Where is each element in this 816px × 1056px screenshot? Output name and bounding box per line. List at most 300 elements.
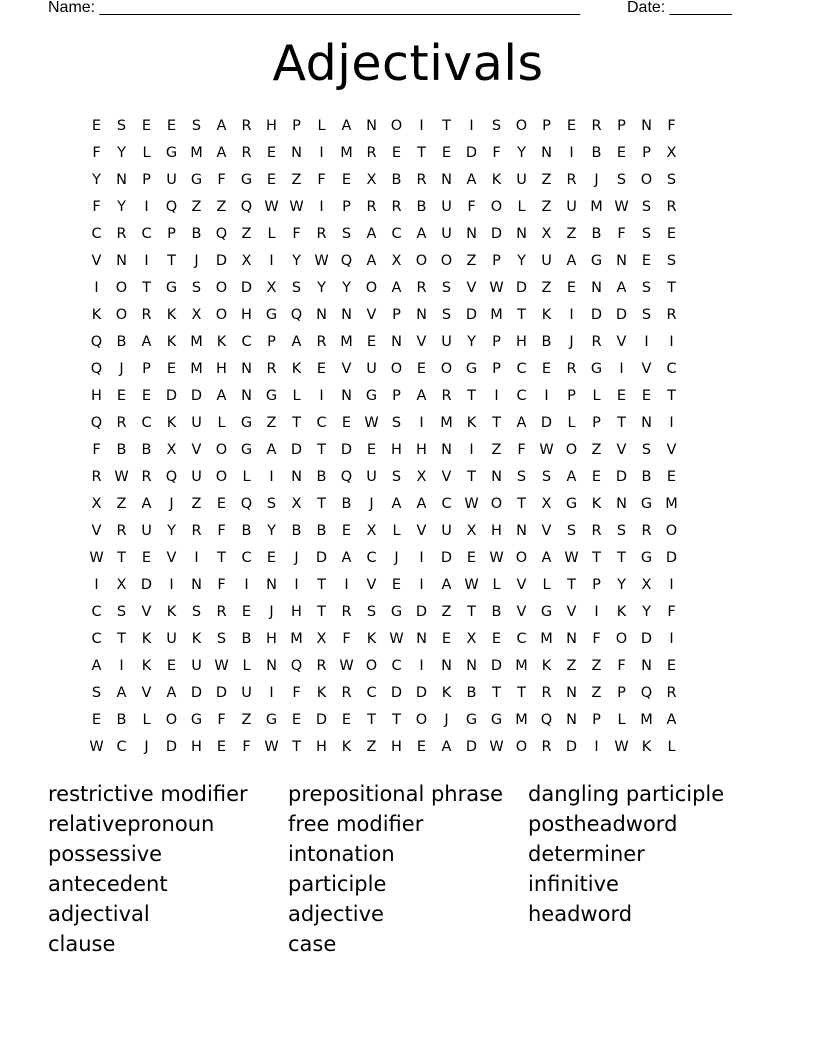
grid-letter: T bbox=[117, 631, 126, 647]
grid-letter: U bbox=[166, 631, 177, 647]
grid-letter: R bbox=[416, 172, 427, 188]
grid-letter: W bbox=[614, 739, 629, 755]
word-bank-item: prepositional phrase bbox=[288, 782, 503, 806]
grid-letter: O bbox=[215, 442, 228, 458]
grid-letter: V bbox=[616, 334, 627, 350]
grid-letter: T bbox=[517, 685, 526, 701]
grid-letter: E bbox=[91, 118, 102, 134]
grid-letter: F bbox=[217, 712, 226, 728]
grid-letter: A bbox=[366, 253, 377, 269]
grid-letter: E bbox=[666, 469, 677, 485]
grid-letter: R bbox=[541, 739, 552, 755]
grid-letter: Z bbox=[591, 658, 602, 674]
grid-letter: A bbox=[516, 415, 527, 431]
grid-letter: I bbox=[594, 739, 599, 755]
grid-letter: A bbox=[291, 334, 302, 350]
grid-letter: O bbox=[215, 307, 228, 323]
grid-letter: P bbox=[392, 307, 401, 323]
grid-letter: D bbox=[290, 442, 303, 458]
grid-letter: R bbox=[566, 361, 577, 377]
grid-letter: G bbox=[640, 550, 653, 566]
grid-letter: X bbox=[391, 253, 402, 269]
grid-letter: N bbox=[566, 631, 577, 647]
grid-letter: V bbox=[666, 442, 677, 458]
grid-letter: N bbox=[316, 307, 327, 323]
grid-letter: N bbox=[416, 307, 427, 323]
word-bank-item: determiner bbox=[528, 842, 645, 866]
grid-letter: U bbox=[191, 469, 202, 485]
grid-letter: R bbox=[666, 199, 677, 215]
grid-letter: R bbox=[116, 415, 127, 431]
grid-letter: Y bbox=[517, 253, 526, 269]
grid-row bbox=[84, 707, 734, 734]
grid-letter: I bbox=[94, 280, 99, 296]
grid-letter: A bbox=[216, 388, 227, 404]
grid-letter: D bbox=[565, 739, 578, 755]
grid-letter: R bbox=[241, 145, 252, 161]
grid-letter: V bbox=[516, 577, 527, 593]
grid-letter: Z bbox=[216, 199, 227, 215]
grid-letter: N bbox=[466, 658, 477, 674]
grid-letter: A bbox=[366, 226, 377, 242]
grid-letter: N bbox=[516, 226, 527, 242]
grid-letter: O bbox=[515, 550, 528, 566]
grid-letter: D bbox=[490, 658, 503, 674]
grid-letter: N bbox=[616, 496, 627, 512]
grid-letter: T bbox=[367, 712, 376, 728]
grid-letter: V bbox=[466, 280, 477, 296]
grid-letter: K bbox=[141, 631, 152, 647]
grid-letter: Q bbox=[540, 712, 553, 728]
grid-letter: E bbox=[291, 712, 302, 728]
grid-letter: P bbox=[292, 118, 301, 134]
grid-letter: A bbox=[141, 334, 152, 350]
grid-letter: T bbox=[592, 550, 601, 566]
grid-letter: F bbox=[592, 631, 601, 647]
grid-letter: U bbox=[241, 685, 252, 701]
grid-letter: I bbox=[269, 469, 274, 485]
grid-letter: A bbox=[141, 496, 152, 512]
grid-letter: S bbox=[666, 172, 677, 188]
grid-letter: G bbox=[240, 415, 253, 431]
grid-letter: U bbox=[191, 658, 202, 674]
grid-letter: E bbox=[166, 361, 177, 377]
grid-row bbox=[84, 410, 734, 437]
grid-letter: C bbox=[91, 631, 102, 647]
grid-letter: I bbox=[669, 415, 674, 431]
grid-letter: A bbox=[416, 496, 427, 512]
grid-letter: R bbox=[366, 199, 377, 215]
grid-letter: N bbox=[616, 253, 627, 269]
grid-letter: U bbox=[541, 253, 552, 269]
grid-letter: B bbox=[541, 334, 552, 350]
grid-letter: F bbox=[467, 199, 476, 215]
grid-letter: I bbox=[494, 388, 499, 404]
grid-row bbox=[84, 572, 734, 599]
grid-row bbox=[84, 734, 734, 761]
grid-row bbox=[84, 464, 734, 491]
grid-letter: R bbox=[191, 523, 202, 539]
grid-letter: R bbox=[366, 145, 377, 161]
grid-letter: H bbox=[216, 361, 227, 377]
grid-letter: S bbox=[566, 523, 577, 539]
grid-letter: S bbox=[266, 496, 277, 512]
grid-letter: K bbox=[166, 307, 177, 323]
grid-letter: G bbox=[365, 388, 378, 404]
grid-letter: K bbox=[91, 307, 102, 323]
grid-letter: J bbox=[444, 712, 449, 728]
grid-letter: G bbox=[265, 712, 278, 728]
grid-letter: D bbox=[590, 307, 603, 323]
grid-letter: V bbox=[416, 334, 427, 350]
grid-letter: F bbox=[92, 145, 101, 161]
grid-letter: F bbox=[342, 631, 351, 647]
grid-letter: U bbox=[366, 361, 377, 377]
grid-letter: M bbox=[665, 496, 678, 512]
grid-letter: V bbox=[441, 469, 452, 485]
grid-letter: V bbox=[341, 361, 352, 377]
grid-letter: I bbox=[469, 118, 474, 134]
grid-letter: N bbox=[241, 361, 252, 377]
grid-letter: S bbox=[516, 469, 527, 485]
grid-letter: F bbox=[517, 442, 526, 458]
grid-letter: O bbox=[365, 280, 378, 296]
grid-letter: C bbox=[391, 658, 402, 674]
grid-letter: Q bbox=[90, 334, 103, 350]
grid-letter: T bbox=[467, 604, 476, 620]
grid-letter: G bbox=[590, 361, 603, 377]
grid-letter: U bbox=[441, 199, 452, 215]
grid-letter: X bbox=[241, 253, 252, 269]
grid-letter: P bbox=[142, 361, 151, 377]
grid-letter: C bbox=[366, 550, 377, 566]
grid-letter: B bbox=[316, 469, 327, 485]
grid-letter: W bbox=[214, 658, 229, 674]
grid-letter: A bbox=[266, 442, 277, 458]
grid-letter: E bbox=[141, 118, 152, 134]
grid-letter: E bbox=[91, 712, 102, 728]
grid-letter: I bbox=[419, 550, 424, 566]
grid-letter: Q bbox=[90, 415, 103, 431]
grid-letter: R bbox=[666, 307, 677, 323]
grid-letter: L bbox=[567, 415, 576, 431]
grid-letter: S bbox=[491, 118, 502, 134]
grid-letter: N bbox=[566, 685, 577, 701]
grid-letter: G bbox=[465, 712, 478, 728]
grid-letter: R bbox=[141, 469, 152, 485]
grid-letter: W bbox=[389, 631, 404, 647]
grid-letter: R bbox=[591, 118, 602, 134]
grid-letter: Z bbox=[241, 226, 252, 242]
grid-letter: M bbox=[490, 307, 503, 323]
date-field-line: Date: _______ bbox=[627, 0, 732, 16]
grid-letter: N bbox=[116, 253, 127, 269]
grid-letter: N bbox=[566, 712, 577, 728]
grid-row bbox=[84, 491, 734, 518]
grid-letter: B bbox=[591, 145, 602, 161]
grid-letter: A bbox=[566, 469, 577, 485]
grid-letter: Z bbox=[591, 685, 602, 701]
grid-letter: G bbox=[190, 712, 203, 728]
grid-letter: K bbox=[291, 361, 302, 377]
grid-letter: B bbox=[416, 199, 427, 215]
grid-letter: Y bbox=[117, 145, 126, 161]
grid-letter: F bbox=[317, 172, 326, 188]
grid-letter: Z bbox=[591, 442, 602, 458]
grid-letter: L bbox=[517, 199, 526, 215]
grid-letter: C bbox=[91, 604, 102, 620]
grid-letter: S bbox=[366, 604, 377, 620]
grid-letter: P bbox=[617, 685, 626, 701]
grid-letter: E bbox=[366, 442, 377, 458]
grid-letter: B bbox=[641, 469, 652, 485]
grid-letter: E bbox=[416, 739, 427, 755]
grid-letter: W bbox=[539, 442, 554, 458]
grid-letter: I bbox=[319, 145, 324, 161]
grid-letter: X bbox=[666, 145, 677, 161]
grid-letter: B bbox=[391, 172, 402, 188]
grid-letter: Z bbox=[566, 658, 577, 674]
grid-letter: B bbox=[116, 442, 127, 458]
grid-letter: E bbox=[566, 280, 577, 296]
grid-letter: N bbox=[266, 577, 277, 593]
grid-letter: X bbox=[166, 442, 177, 458]
grid-letter: R bbox=[316, 226, 327, 242]
grid-letter: I bbox=[669, 334, 674, 350]
grid-letter: F bbox=[217, 172, 226, 188]
grid-letter: E bbox=[616, 388, 627, 404]
grid-letter: W bbox=[289, 199, 304, 215]
grid-letter: J bbox=[394, 550, 399, 566]
grid-letter: C bbox=[441, 496, 452, 512]
grid-letter: C bbox=[241, 550, 252, 566]
grid-letter: K bbox=[541, 658, 552, 674]
grid-letter: P bbox=[617, 118, 626, 134]
grid-letter: S bbox=[641, 280, 652, 296]
word-bank-item: free modifier bbox=[288, 812, 424, 836]
grid-row bbox=[84, 356, 734, 383]
grid-letter: P bbox=[592, 577, 601, 593]
grid-letter: J bbox=[119, 361, 124, 377]
grid-letter: R bbox=[391, 199, 402, 215]
grid-letter: V bbox=[91, 253, 102, 269]
grid-letter: H bbox=[316, 739, 327, 755]
grid-letter: S bbox=[441, 280, 452, 296]
grid-letter: L bbox=[242, 658, 251, 674]
grid-letter: Q bbox=[240, 496, 253, 512]
grid-letter: M bbox=[515, 712, 528, 728]
grid-letter: Z bbox=[191, 496, 202, 512]
grid-letter: F bbox=[217, 523, 226, 539]
grid-row bbox=[84, 113, 734, 140]
grid-letter: R bbox=[266, 361, 277, 377]
grid-letter: O bbox=[415, 253, 428, 269]
grid-letter: N bbox=[191, 577, 202, 593]
grid-letter: Z bbox=[241, 712, 252, 728]
grid-letter: P bbox=[342, 199, 351, 215]
grid-letter: N bbox=[641, 415, 652, 431]
grid-letter: C bbox=[666, 361, 677, 377]
grid-letter: C bbox=[141, 415, 152, 431]
grid-letter: B bbox=[291, 523, 302, 539]
grid-letter: W bbox=[89, 550, 104, 566]
grid-letter: W bbox=[339, 658, 354, 674]
grid-letter: Y bbox=[342, 280, 351, 296]
grid-letter: S bbox=[191, 280, 202, 296]
grid-letter: W bbox=[464, 577, 479, 593]
grid-letter: N bbox=[466, 226, 477, 242]
grid-letter: W bbox=[114, 469, 129, 485]
grid-letter: V bbox=[516, 604, 527, 620]
grid-letter: A bbox=[166, 685, 177, 701]
grid-letter: R bbox=[441, 388, 452, 404]
word-bank-item: possessive bbox=[48, 842, 163, 866]
grid-letter: S bbox=[441, 307, 452, 323]
grid-letter: I bbox=[94, 577, 99, 593]
grid-letter: L bbox=[492, 577, 501, 593]
grid-letter: E bbox=[591, 469, 602, 485]
grid-letter: N bbox=[416, 631, 427, 647]
grid-letter: T bbox=[292, 415, 301, 431]
grid-letter: P bbox=[142, 172, 151, 188]
grid-letter: E bbox=[341, 415, 352, 431]
grid-letter: E bbox=[441, 631, 452, 647]
grid-letter: N bbox=[266, 658, 277, 674]
grid-letter: H bbox=[516, 334, 527, 350]
grid-row bbox=[84, 626, 734, 653]
grid-letter: H bbox=[191, 739, 202, 755]
word-bank-item: adjectival bbox=[48, 902, 150, 926]
word-bank-item: relativepronoun bbox=[48, 812, 215, 836]
grid-letter: L bbox=[542, 577, 551, 593]
grid-letter: Z bbox=[441, 604, 452, 620]
grid-letter: S bbox=[191, 604, 202, 620]
grid-letter: K bbox=[166, 604, 177, 620]
grid-letter: O bbox=[490, 496, 503, 512]
grid-letter: H bbox=[241, 307, 252, 323]
grid-letter: N bbox=[641, 118, 652, 134]
grid-letter: D bbox=[665, 550, 678, 566]
grid-letter: S bbox=[341, 226, 352, 242]
grid-letter: O bbox=[215, 280, 228, 296]
grid-letter: C bbox=[391, 226, 402, 242]
grid-letter: Q bbox=[290, 307, 303, 323]
grid-letter: S bbox=[641, 199, 652, 215]
grid-letter: E bbox=[141, 550, 152, 566]
word-bank-item: clause bbox=[48, 932, 116, 956]
grid-letter: R bbox=[241, 118, 252, 134]
grid-letter: Z bbox=[541, 199, 552, 215]
grid-letter: N bbox=[366, 118, 377, 134]
grid-letter: O bbox=[390, 118, 403, 134]
grid-letter: N bbox=[341, 307, 352, 323]
grid-letter: I bbox=[419, 577, 424, 593]
grid-letter: N bbox=[516, 523, 527, 539]
grid-letter: B bbox=[241, 631, 252, 647]
grid-letter: T bbox=[292, 739, 301, 755]
grid-letter: I bbox=[144, 253, 149, 269]
grid-letter: E bbox=[266, 172, 277, 188]
grid-row bbox=[84, 140, 734, 167]
grid-letter: D bbox=[415, 685, 428, 701]
grid-letter: N bbox=[391, 334, 402, 350]
grid-letter: J bbox=[594, 172, 599, 188]
grid-letter: P bbox=[592, 712, 601, 728]
grid-letter: B bbox=[141, 442, 152, 458]
grid-letter: E bbox=[116, 388, 127, 404]
grid-letter: I bbox=[144, 199, 149, 215]
grid-letter: G bbox=[240, 442, 253, 458]
grid-letter: R bbox=[316, 334, 327, 350]
grid-letter: N bbox=[591, 280, 602, 296]
grid-letter: O bbox=[215, 469, 228, 485]
grid-letter: M bbox=[640, 712, 653, 728]
grid-row bbox=[84, 329, 734, 356]
grid-row bbox=[84, 545, 734, 572]
grid-letter: C bbox=[91, 226, 102, 242]
grid-letter: V bbox=[566, 604, 577, 620]
grid-letter: S bbox=[666, 253, 677, 269]
grid-letter: T bbox=[667, 388, 676, 404]
grid-letter: D bbox=[615, 469, 628, 485]
grid-letter: N bbox=[241, 388, 252, 404]
word-bank-column bbox=[288, 779, 528, 959]
grid-letter: E bbox=[466, 550, 477, 566]
grid-letter: S bbox=[641, 226, 652, 242]
grid-letter: Y bbox=[467, 334, 476, 350]
grid-letter: Z bbox=[366, 739, 377, 755]
grid-letter: A bbox=[216, 145, 227, 161]
grid-letter: Z bbox=[266, 415, 277, 431]
grid-letter: E bbox=[541, 361, 552, 377]
grid-letter: C bbox=[516, 631, 527, 647]
grid-letter: D bbox=[415, 604, 428, 620]
grid-letter: H bbox=[91, 388, 102, 404]
grid-letter: E bbox=[266, 550, 277, 566]
grid-letter: K bbox=[616, 604, 627, 620]
grid-letter: T bbox=[117, 550, 126, 566]
grid-letter: Z bbox=[541, 280, 552, 296]
grid-letter: R bbox=[341, 685, 352, 701]
grid-letter: T bbox=[617, 550, 626, 566]
grid-letter: J bbox=[169, 496, 174, 512]
grid-letter: H bbox=[266, 118, 277, 134]
grid-letter: E bbox=[491, 631, 502, 647]
grid-letter: H bbox=[291, 604, 302, 620]
grid-letter: B bbox=[591, 226, 602, 242]
grid-letter: L bbox=[267, 226, 276, 242]
grid-letter: I bbox=[669, 631, 674, 647]
grid-letter: O bbox=[490, 199, 503, 215]
grid-letter: X bbox=[466, 631, 477, 647]
grid-letter: D bbox=[465, 739, 478, 755]
grid-letter: R bbox=[641, 523, 652, 539]
grid-letter: Z bbox=[491, 442, 502, 458]
grid-letter: E bbox=[641, 253, 652, 269]
grid-letter: G bbox=[565, 496, 578, 512]
grid-letter: A bbox=[441, 739, 452, 755]
grid-letter: B bbox=[191, 226, 202, 242]
grid-letter: A bbox=[391, 496, 402, 512]
grid-letter: G bbox=[390, 604, 403, 620]
grid-letter: C bbox=[516, 388, 527, 404]
word-bank-item: infinitive bbox=[528, 872, 619, 896]
grid-letter: D bbox=[190, 685, 203, 701]
grid-letter: E bbox=[391, 145, 402, 161]
grid-letter: E bbox=[216, 496, 227, 512]
grid-letter: D bbox=[390, 685, 403, 701]
grid-letter: P bbox=[542, 118, 551, 134]
